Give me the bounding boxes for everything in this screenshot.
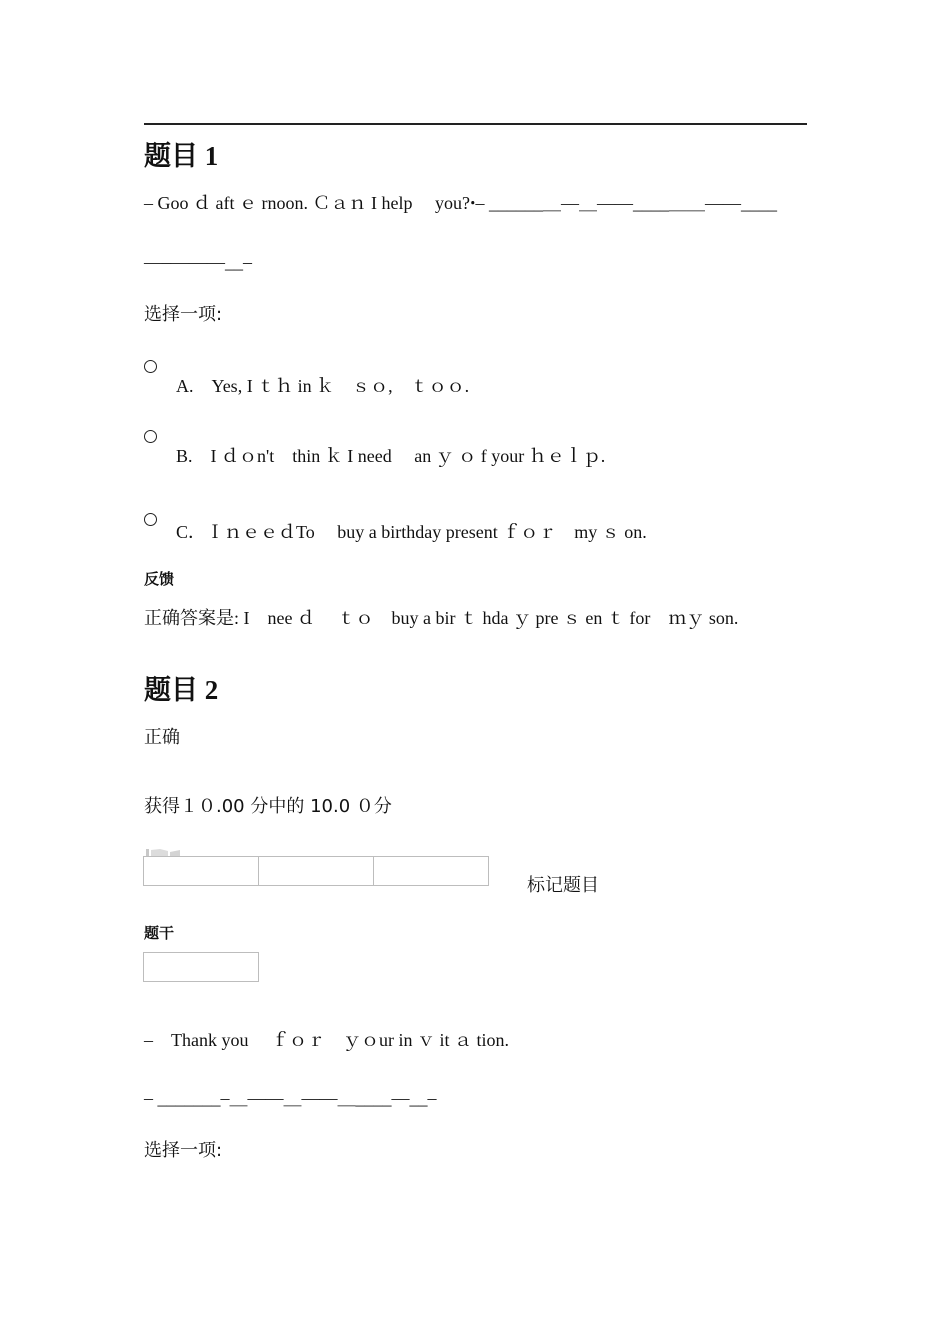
correct-answer-text: 正确答案是: I nee ｄ ｔｏ buy a bir ｔ hda ｙ pre ｓ en ｔ for ｍｙ son. [144, 608, 739, 628]
flag-box-2[interactable] [258, 856, 374, 886]
question-1-stem-line-2: —–———__– [144, 252, 252, 272]
option-b-label[interactable]: B. I ｄｏn't thin ｋ I need an ｙ ｏ f your ｈｅｌｐ. [176, 446, 606, 466]
option-c-radio[interactable] [144, 513, 157, 526]
flag-box-3[interactable] [373, 856, 489, 886]
stem-box [143, 952, 259, 982]
flag-box-1[interactable] [143, 856, 259, 886]
question-2-choose-label: 选择一项: [144, 1140, 223, 1161]
question-2-title: 题目 2 [144, 675, 219, 705]
feedback-label: 反馈 [144, 570, 175, 588]
question-2-score: 获得１０.00 分中的 10.0 ０分 [144, 796, 392, 817]
question-2-status: 正确 [144, 727, 180, 748]
top-divider [144, 123, 807, 125]
option-c-label[interactable]: C．ＩｎｅｅｄTo buy a birthday present ｆｏｒ my ｓ on. [176, 522, 647, 542]
question-2-stem-line-2: – _______–＿——＿——＿____—__– [144, 1088, 437, 1108]
option-a-radio[interactable] [144, 360, 157, 373]
flag-question-link[interactable]: 标记题目 [527, 875, 599, 896]
question-1-stem-line-1: – Goo ｄ aft ｅ rnoon. Ｃａｎ I help you?ꞏ– ______＿—＿——____＿＿——____ [144, 193, 778, 213]
question-1-choose-label: 选择一项: [144, 304, 223, 325]
question-stem-label: 题干 [144, 924, 175, 942]
question-1-title: 题目 1 [144, 141, 219, 171]
option-a-label[interactable]: A. Yes, I ｔｈ in ｋ ｓｏ, ｔｏｏ. [176, 376, 470, 396]
option-b-radio[interactable] [144, 430, 157, 443]
question-2-stem-line-1: – Thank you ｆｏｒ ｙｏur in ｖ it ａ tion. [144, 1030, 509, 1050]
